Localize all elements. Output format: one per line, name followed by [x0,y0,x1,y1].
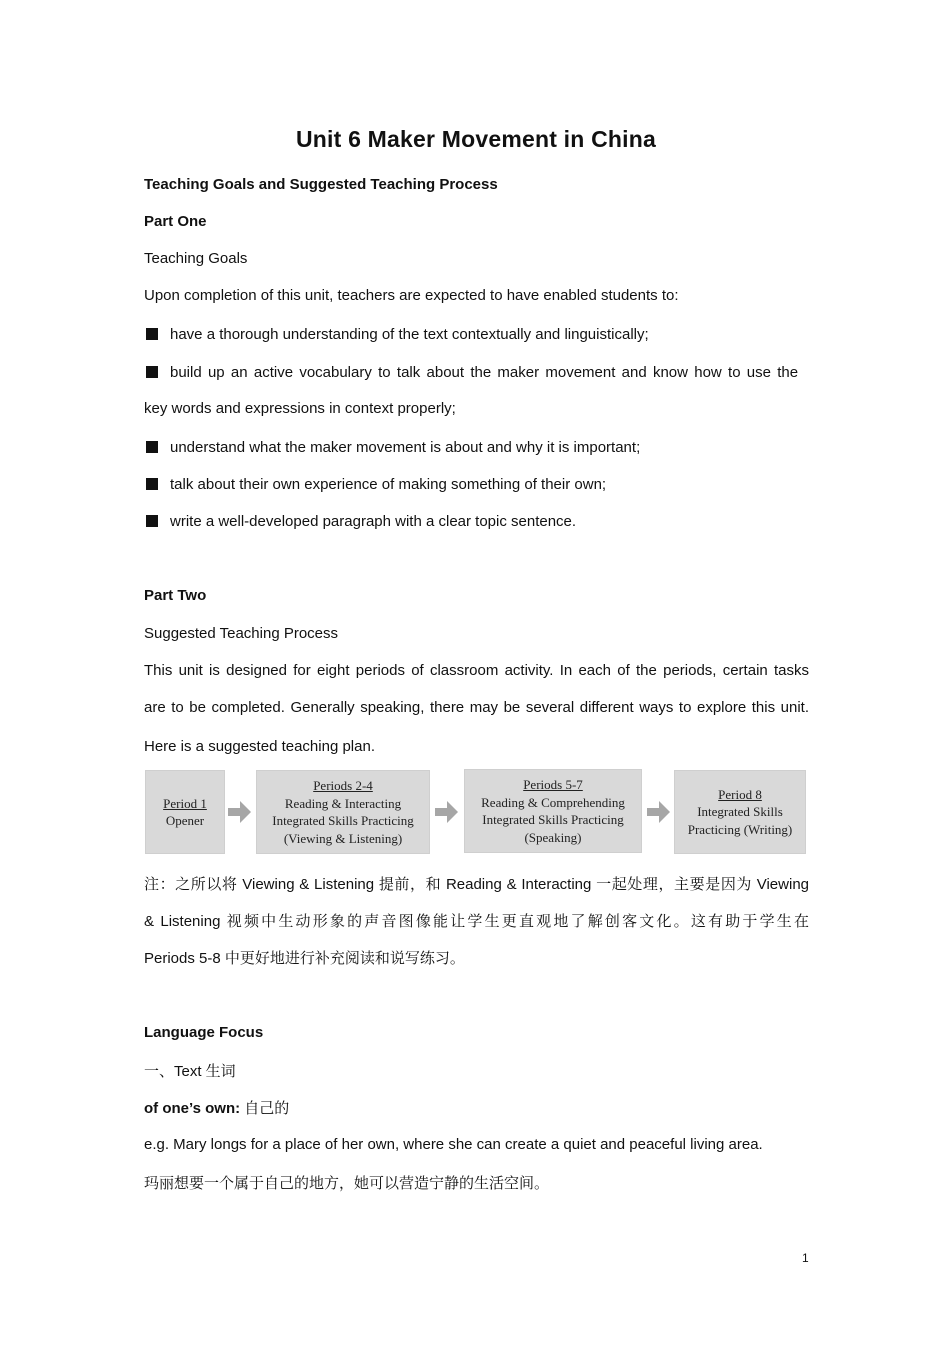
language-focus-heading: Language Focus [144,1024,264,1041]
flow-step-periods-5-7: Periods 5-7 Reading & Comprehending Integrated Skills Practicing (Speaking) [464,769,642,853]
goal-item: build up an active vocabulary to talk about the maker movement and know how to use the [144,363,809,383]
example-sentence-zh: 玛丽想要一个属于自己的地方，她可以营造宁静的生活空间。 [144,1175,550,1192]
example-sentence-en: e.g. Mary longs for a place of her own, where she can create a quiet and peaceful living area. [144,1136,763,1153]
teaching-goals-subheading: Teaching Goals [144,250,248,267]
bullet-square-icon [146,366,158,378]
goal-item: have a thorough understanding of the text contextually and linguistically; [144,325,649,345]
bullet-square-icon [146,478,158,490]
part-one-heading: Part One [144,213,207,230]
bullet-square-icon [146,441,158,453]
arrow-right-icon [435,798,459,826]
page-title: Unit 6 Maker Movement in China [295,126,656,152]
goal-item: talk about their own experience of making something of their own; [144,475,606,495]
vocab-term: of one’s own: [144,1100,241,1117]
process-paragraph-line: Here is a suggested teaching plan. [144,738,375,755]
text-vocab-subheading: 一、Text 生词 [144,1063,236,1080]
flow-step-periods-2-4: Periods 2-4 Reading & Interacting Integrated Skills Practicing (Viewing & Listening) [256,770,430,854]
page-number: 1 [802,1251,809,1265]
goals-intro: Upon completion of this unit, teachers are expected to have enabled students to: [144,287,679,304]
goal-item: understand what the maker movement is about and why it is important; [144,438,640,458]
teaching-process-subheading: Suggested Teaching Process [144,625,339,642]
process-paragraph-line: This unit is designed for eight periods of classroom activity. In each of the periods, certain tasks [144,662,809,679]
flow-step-period-1: Period 1 Opener [145,770,225,854]
arrow-right-icon [228,798,252,826]
flow-step-period-8: Period 8 Integrated Skills Practicing (Writing) [674,770,806,854]
vocab-meaning: 自己的 [244,1100,290,1117]
note-line: 注：之所以将 Viewing & Listening 提前，和 Reading & Interacting 一起处理，主要是因为 Viewing [144,876,809,893]
note-line: & Listening 视频中生动形象的声音图像能让学生更直观地了解创客文化。这有助于学生在 [144,913,809,930]
note-line: Periods 5-8 中更好地进行补充阅读和说写练习。 [144,950,465,967]
goal-item: write a well-developed paragraph with a clear topic sentence. [144,512,576,532]
bullet-square-icon [146,515,158,527]
goal-item-continuation: key words and expressions in context properly; [144,400,456,417]
teaching-plan-flowchart [144,770,808,856]
process-paragraph-line: are to be completed. Generally speaking, there may be several different ways to explore this unit. [144,699,809,716]
part-two-heading: Part Two [144,587,207,604]
bullet-square-icon [146,328,158,340]
section-heading: Teaching Goals and Suggested Teaching Process [144,176,498,193]
arrow-right-icon [647,798,671,826]
vocab-entry [144,1099,809,1119]
